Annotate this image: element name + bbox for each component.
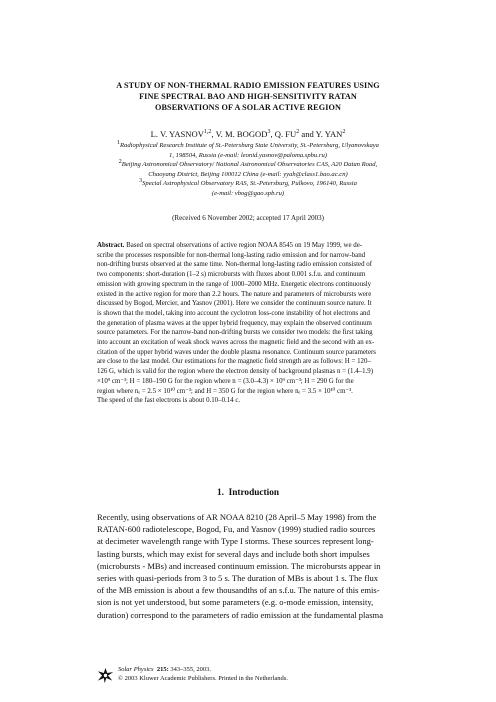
affiliation-text: Radiophysical Research Institute of St.-Petersburg State University, St.-Petersburg, Ulyanovskaya [120,142,379,149]
abstract-line: into account an excitation of weak shock waves across the magnetic field and the second with an ex- [97,339,375,347]
affiliation-text: Beijing Astronomical Observatory/ National Astronomical Observatories CAS, A20 Datun Road, [121,161,378,169]
affiliation-number: 3 [139,178,143,185]
abstract-line: the generation of plasma waves at the upper hybrid frequency, may explain the observed continuum [97,319,372,327]
author-name: L. V. YASNOV [150,129,204,139]
body-line: of the MB emission is about a few thousandths of an s.f.u. The nature of this emis- [97,585,380,596]
author-name: , Q. FU [270,129,297,139]
abstract-line: source parameters. For the narrow-band non-drifting bursts we consider two models: the first taking [97,329,373,337]
abstract-line: citation of the upper hybrid waves under the double plasma resonance. Continuum source parameters [97,348,376,356]
abstract-line: region where nₑ = 2.5 × 10¹⁰ cm⁻³; and H = 350 G for the region where nₑ = 3.5 × 10¹⁰ cm⁻³. [97,387,353,395]
section-number: 1. [216,488,224,498]
author-affiliation-marker: 3 [267,129,271,136]
author-name: , V. M. BOGOD [211,129,268,139]
journal-footer [97,665,397,695]
abstract-line: ×10⁹ cm⁻³; H = 180–190 G for the region where n = (3.0–4.3) × 10⁹ cm⁻³; H = 290 G for the [97,377,354,385]
affiliation-2-cont: Chaoyang District, Beijing 100012 China (e-mail: yyah@class1.bao.ac.cn) [148,170,348,178]
copyright-line: © 2003 Kluwer Academic Publishers. Printed in the Netherlands. [118,675,288,683]
body-line: lasting bursts, which may exist for several days and include both short impulses [97,548,370,559]
abstract-line: discussed by Bogod, Mercier, and Yasnov (2001). Here we consider the continuum source nature. It [97,300,372,308]
affiliation-2 [88,160,408,170]
affiliation-number: 2 [118,159,122,165]
body-line: (microbursts - MBs) and increased continuum emission. The microbursts appear in [97,560,381,571]
section-title: Introduction [228,488,280,498]
title-line-3: OBSERVATIONS OF A SOLAR ACTIVE REGION [155,103,341,112]
abstract-text: Based on spectral observations of active region NOAA 8545 on 19 May 1999, we de- [126,242,363,249]
abstract-line: two components: short-duration (1–2 s) microbursts with fluxes about 0.001 s.f.u. and continuum [97,271,366,279]
body-line: Recently, using observations of AR NOAA 8210 (28 April–5 May 1998) from the [97,512,377,522]
abstract-line: are close to the last model. Our estimations for the magnetic field strength are as follows: H = 120– [97,358,371,366]
abstract [97,241,405,406]
body-line: RATAN-600 radiotelescope, Bogod, Fu, and Yasnov (1999) studied radio sources [97,524,376,535]
body-line: sion is not yet understood, but some parameters (e.g. o-mode emission, intensity, [97,597,374,608]
author-affiliation-marker: 2 [342,129,346,136]
paper-title [88,80,408,113]
publisher-logo-icon [97,667,114,684]
citation-line [118,665,288,674]
abstract-line [97,241,405,251]
title-line-1: A STUDY OF NON-THERMAL RADIO EMISSION FEATURES USING [116,81,380,90]
footer-text [118,665,288,684]
body-line: at decimeter wavelength range with Type I storms. These sources represent long- [97,536,374,547]
section-heading [88,488,408,498]
affiliation-3 [88,179,408,189]
body-line: duration) correspond to the parameters of radio emission at the fundamental plasma [97,609,383,620]
abstract-line: 126 G, which is valid for the region where the electron density of background plasmas n = (1.4–1.9) [97,368,373,376]
author-affiliation-marker: 2 [296,129,300,136]
author-name: and Y. YAN [299,129,343,139]
author-affiliation-marker: 1,2 [203,129,212,136]
affiliation-1-cont: 1, 198504, Russia (e-mail: leonid.yasnov@paloma.spbu.ru) [169,151,327,159]
abstract-line: existed in the active region for more than 2.2 hours. The nature and parameters of microbursts were [97,290,372,298]
received-dates: (Received 6 November 2002; accepted 17 April 2003) [172,214,324,222]
abstract-line: non-drifting bursts observed at the same time. Non-thermal long-lasting radio emission consisted of [97,261,372,269]
journal-volume: 215: [156,666,169,673]
affiliation-text: Special Astrophysical Observatory RAS, St.-Petersburg, Pulkovo, 196140, Russia [142,180,357,188]
abstract-line: The speed of the fast electrons is about 0.10–0.14 c. [97,397,241,405]
abstract-line: emission with growing spectrum in the range of 1000–2000 MHz. Energetic electrons continuously [97,280,372,288]
abstract-line: scribe the processes responsible for non-thermal long-lasting radio emission and for narrow-band [97,251,366,259]
affiliation-3-cont: (e-mail: vbog@gao.spb.ru) [211,189,285,197]
affiliations [88,141,408,199]
introduction-body [97,511,407,621]
affiliation-number: 1 [117,139,121,146]
body-line: series with quasi-periods from 3 to 5 s. The duration of MBs is about 1 s. The flux [97,573,378,584]
affiliation-1 [88,141,408,151]
abstract-label: Abstract. [97,242,125,249]
author-list [88,129,408,139]
journal-pages: 343–355, 2003. [168,666,211,673]
journal-name: Solar Physics [118,666,154,673]
abstract-line: is shown that the model, taking into account the cyclotron loss-cone instability of hot electrons and [97,309,370,317]
title-line-2: FINE SPECTRAL BAO AND HIGH-SENSITIVITY RATAN [139,92,357,101]
